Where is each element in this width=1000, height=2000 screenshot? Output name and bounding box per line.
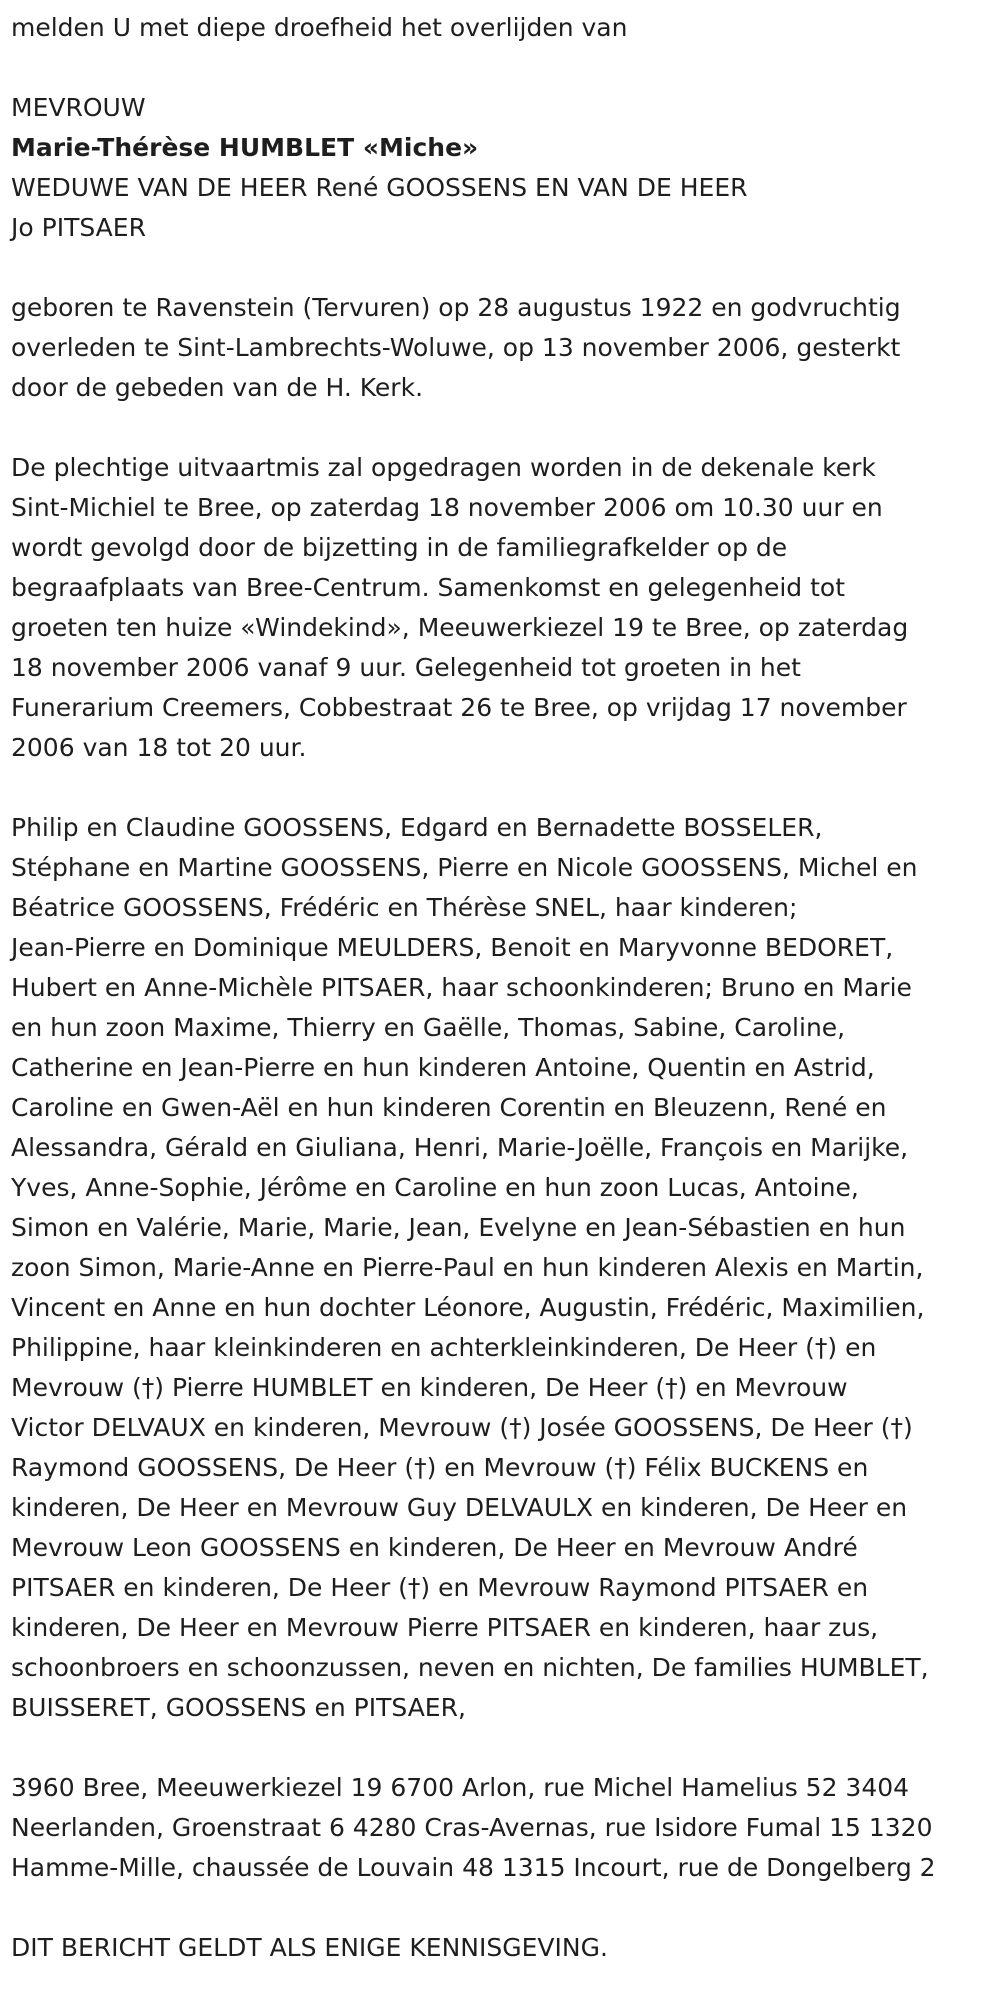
spacer [11, 768, 996, 808]
widow-line-2: Jo PITSAER [11, 213, 146, 242]
spacer [11, 1728, 996, 1768]
spacer [11, 248, 996, 288]
funeral-paragraph: De plechtige uitvaartmis zal opgedragen worden in de dekenale kerk Sint-Michiel te Bree, op zaterdag 18 november 2006 om 10.30 uur en wordt gevolgd door de bijzetting in de familiegrafkelder op de begraafplaats van Bree-Centrum. Samenkomst en gelegenheid tot groeten ten huize «Windekind», Meeuwerkiezel 19 te Bree, op zaterdag 18 november 2006 vanaf 9 uur. Gelegenheid tot groeten in het Funerarium Creemers, Cobbestraat 26 te Bree, op vrijdag 17 november 2006 van 18 tot 20 uur. [11, 453, 909, 762]
family-paragraph: Philip en Claudine GOOSSENS, Edgard en Bernadette BOSSELER, Stéphane en Martine GOOSSENS, Pierre en Nicole GOOSSENS, Michel en Béatrice GOOSSENS, Frédéric en Thérèse SNEL, haar kinderen; Jean-Pierre en Dominique MEULDERS, Benoit en Maryvonne BEDORET, Hubert en Anne-Michèle PITSAER, haar schoonkinderen; Bruno en Marie en hun zoon Maxime, Thierry en Gaëlle, Thomas, Sabine, Caroline, Catherine en Jean-Pierre en hun kinderen Antoine, Quentin en Astrid, Caroline en Gwen-Aël en hun kinderen Corentin en Bleuzenn, René en Alessandra, Gérald en Giuliana, Henri, Marie-Joëlle, François en Marijke, Yves, Anne-Sophie, Jérôme en Caroline en hun zoon Lucas, Antoine, Simon en Valérie, Marie, Marie, Jean, Evelyne en Jean-Sébastien en hun zoon Simon, Marie-Anne en Pierre-Paul en hun kinderen Alexis en Martin, Vincent en Anne en hun dochter Léonore, Augustin, Frédéric, Maximilien, Philippine, haar kleinkinderen en achterkleinkinderen, De Heer (†) en Mevrouw (†) Pierre HUMBLET en kinderen, De Heer (†) en Mevrouw Victor DELVAUX en kinderen, Mevrouw (†) Josée GOOSSENS, De Heer (†) Raymond GOOSSENS, De Heer (†) en Mevrouw (†) Félix BUCKENS en kinderen, De Heer en Mevrouw Guy DELVAULX en kinderen, De Heer en Mevrouw Leon GOOSSENS en kinderen, De Heer en Mevrouw André PITSAER en kinderen, De Heer (†) en Mevrouw Raymond PITSAER en kinderen, De Heer en Mevrouw Pierre PITSAER en kinderen, haar zus, schoonbroers en schoonzussen, neven en nichten, De families HUMBLET, BUISSERET, GOOSSENS en PITSAER, [11, 813, 929, 1722]
spacer [11, 1888, 996, 1928]
spacer [11, 48, 996, 88]
closing-line: DIT BERICHT GELDT ALS ENIGE KENNISGEVING. [11, 1933, 608, 1962]
obituary-notice [11, 8, 996, 1968]
birth-death-paragraph: geboren te Ravenstein (Tervuren) op 28 augustus 1922 en godvruchtig overleden te Sint-Lambrechts-Woluwe, op 13 november 2006, gesterkt door de gebeden van de H. Kerk. [11, 293, 901, 402]
intro-line: melden U met diepe droefheid het overlijden van [11, 13, 628, 42]
deceased-name: Marie-Thérèse HUMBLET «Miche» [11, 133, 479, 162]
widow-line-1: WEDUWE VAN DE HEER René GOOSSENS EN VAN DE HEER [11, 173, 748, 202]
addresses-paragraph: 3960 Bree, Meeuwerkiezel 19 6700 Arlon, rue Michel Hamelius 52 3404 Neerlanden, Groenstraat 6 4280 Cras-Avernas, rue Isidore Fumal 15 1320 Hamme-Mille, chaussée de Louvain 48 1315 Incourt, rue de Dongelberg 2 [11, 1773, 936, 1882]
spacer [11, 408, 996, 448]
salutation: MEVROUW [11, 93, 146, 122]
